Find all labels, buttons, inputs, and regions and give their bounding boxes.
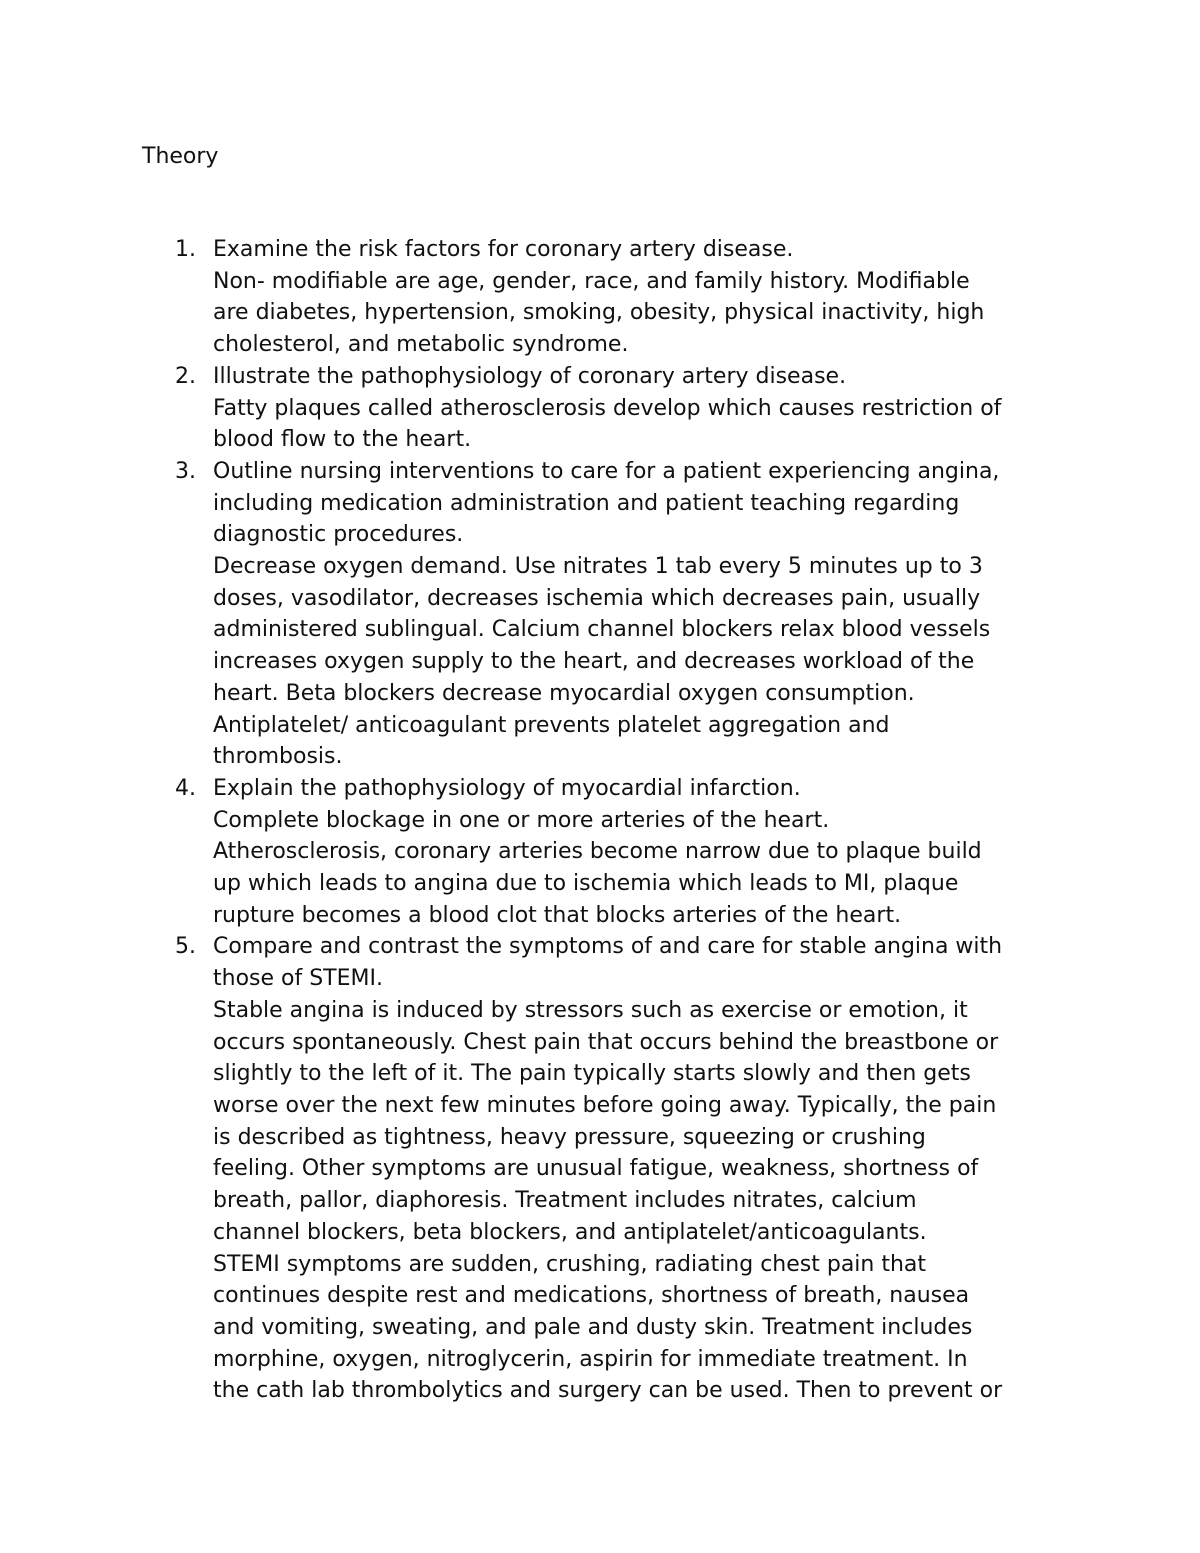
page-title: Theory — [142, 144, 219, 169]
text-line: Stable angina is induced by stressors such as exercise or emotion, it — [213, 997, 968, 1023]
text-line: the cath lab thrombolytics and surgery can be used. Then to prevent or — [213, 1378, 1003, 1404]
text-line: Atherosclerosis, coronary arteries become narrow due to plaque build — [213, 839, 982, 865]
text-line: rupture becomes a blood clot that blocks arteries of the heart. — [213, 902, 902, 928]
text-line: Decrease oxygen demand. Use nitrates 1 tab every 5 minutes up to 3 — [213, 554, 983, 580]
text-line: blood flow to the heart. — [213, 427, 472, 453]
list-item-number: 1. — [175, 237, 196, 262]
text-line: STEMI symptoms are sudden, crushing, radiating chest pain that — [213, 1251, 927, 1277]
list-item — [175, 234, 1073, 361]
text-line: heart. Beta blockers decrease myocardial oxygen consumption. — [213, 680, 915, 706]
text-line: those of STEMI. — [213, 966, 383, 992]
list-item — [175, 361, 1073, 456]
text-line: Non- modifiable are age, gender, race, and family history. Modifiable — [213, 268, 970, 294]
text-line: doses, vasodilator, decreases ischemia which decreases pain, usually — [213, 585, 981, 611]
list-item-number: 3. — [175, 458, 196, 484]
text-line: diagnostic procedures. — [213, 522, 464, 548]
text-line: feeling. Other symptoms are unusual fatigue, weakness, shortness of — [213, 1156, 979, 1182]
text-line: occurs spontaneously. Chest pain that occurs behind the breastbone or — [213, 1029, 999, 1055]
text-line: cholesterol, and metabolic syndrome. — [213, 332, 629, 358]
text-line: channel blockers, beta blockers, and antiplatelet/anticoagulants. — [213, 1219, 927, 1245]
list-item-number: 2. — [175, 363, 196, 389]
text-line: slightly to the left of it. The pain typically starts slowly and then gets — [213, 1061, 971, 1087]
text-line: morphine, oxygen, nitroglycerin, aspirin for immediate treatment. In — [213, 1346, 968, 1372]
text-line: and vomiting, sweating, and pale and dusty skin. Treatment includes — [213, 1314, 973, 1340]
text-line: Outline nursing interventions to care for a patient experiencing angina, — [213, 458, 1000, 484]
text-line: are diabetes, hypertension, smoking, obesity, physical inactivity, high — [213, 300, 985, 326]
text-line: continues despite rest and medications, shortness of breath, nausea — [213, 1283, 970, 1309]
list-item — [175, 456, 1073, 773]
text-line: is described as tightness, heavy pressure, squeezing or crushing — [213, 1124, 926, 1150]
text-line: Antiplatelet/ anticoagulant prevents platelet aggregation and — [213, 712, 890, 738]
text-line: Fatty plaques called atherosclerosis develop which causes restriction of — [213, 395, 1002, 421]
text-line: worse over the next few minutes before going away. Typically, the pain — [213, 1092, 997, 1118]
text-line: Examine the risk factors for coronary artery disease. — [213, 237, 794, 262]
question-list — [175, 234, 1073, 1407]
list-item-number: 4. — [175, 775, 196, 801]
text-line: breath, pallor, diaphoresis. Treatment includes nitrates, calcium — [213, 1188, 917, 1214]
text-line: thrombosis. — [213, 744, 343, 770]
list-item — [175, 773, 1073, 932]
text-line: Complete blockage in one or more arteries of the heart. — [213, 807, 830, 833]
text-line: Compare and contrast the symptoms of and care for stable angina with — [213, 934, 1003, 960]
text-line: up which leads to angina due to ischemia which leads to MI, plaque — [213, 871, 959, 897]
list-item — [175, 931, 1073, 1407]
text-line: increases oxygen supply to the heart, and decreases workload of the — [213, 649, 975, 675]
text-line: administered sublingual. Calcium channel blockers relax blood vessels — [213, 617, 991, 643]
list-item-number: 5. — [175, 934, 196, 960]
text-line: including medication administration and patient teaching regarding — [213, 490, 960, 516]
text-line: Explain the pathophysiology of myocardial infarction. — [213, 775, 801, 801]
text-line: Illustrate the pathophysiology of coronary artery disease. — [213, 363, 847, 389]
